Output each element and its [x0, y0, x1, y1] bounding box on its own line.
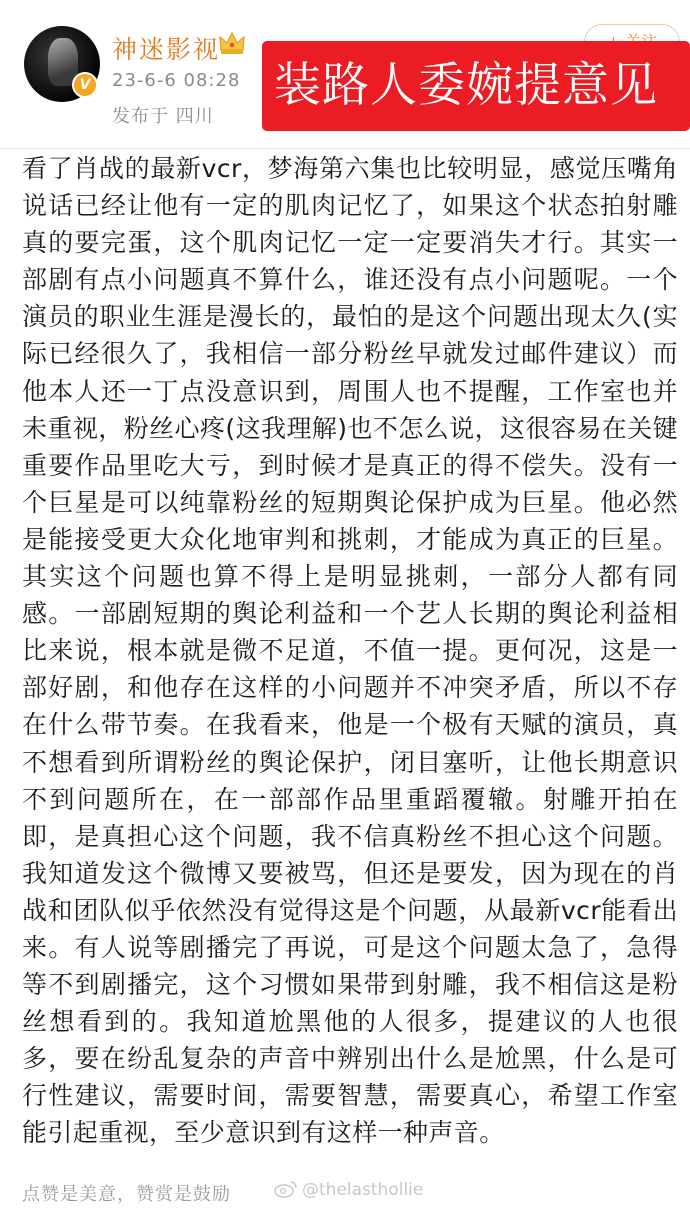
watermark	[274, 1180, 423, 1200]
post-body: 看了肖战的最新vcr，梦海第六集也比较明显，感觉压嘴角说话已经让他有一定的肌肉记忆了，如果这个状态拍射雕真的要完蛋，这个肌肉记忆一定一定要消失才行。其实一部剧有点小问题真不算什么，谁还没有点小问题呢。一个演员的职业生涯是漫长的，最怕的是这个问题出现太久(实际已经很久了，我相信一部分粉丝早就发过邮件建议）而他本人还一丁点没意识到，周围人也不提醒，工作室也并未重视，粉丝心疼(这我理解)也不怎么说，这很容易在关键重要作品里吃大亏，到时候才是真正的得不偿失。没有一个巨星是可以纯靠粉丝的短期舆论保护成为巨星。他必然是能接受更大众化地审判和挑刺，才能成为真正的巨星。其实这个问题也算不得上是明显挑刺，一部分人都有同感。一部剧短期的舆论利益和一个艺人长期的舆论利益相比来说，根本就是微不足道，不值一提。更何况，这是一部好剧，和他存在这样的小问题并不冲突矛盾，所以不存在什么带节奏。在我看来，他是一个极有天赋的演员，真不想看到所谓粉丝的舆论保护，闭目塞听，让他长期意识不到问题所在，在一部部作品里重蹈覆辙。射雕开拍在即，是真担心这个问题，我不信真粉丝不担心这个问题。我知道发这个微博又要被骂，但还是要发，因为现在的肖战和团队似乎依然没有觉得这是个问题，从最新vcr能看出来。有人说等剧播完了再说，可是这个问题太急了，急得等不到剧播完，这个习惯如果带到射雕，我不相信这是粉丝想看到的。我知道尬黑他的人很多，提建议的人也很多，要在纷乱复杂的声音中辨别出什么是尬黑，什么是可行性建议，需要时间，需要智慧，需要真心，希望工作室能引起重视，至少意识到有这样一种声音。	[22, 154, 678, 1148]
reward-hint: 点赞是美意，赞赏是鼓励	[22, 1184, 231, 1205]
post-timestamp: 23-6-6 08:28	[112, 70, 241, 91]
verified-icon: V	[72, 72, 98, 98]
post-header	[0, 0, 690, 148]
weibo-logo-icon	[274, 1180, 298, 1198]
divider	[0, 148, 690, 149]
author-name[interactable]: 神迷影视	[112, 35, 221, 64]
headline-banner: 装路人委婉提意见	[262, 41, 690, 131]
watermark-handle: @thelasthollie	[302, 1180, 424, 1200]
post-location: 发布于 四川	[112, 106, 214, 127]
crown-icon	[218, 30, 246, 56]
